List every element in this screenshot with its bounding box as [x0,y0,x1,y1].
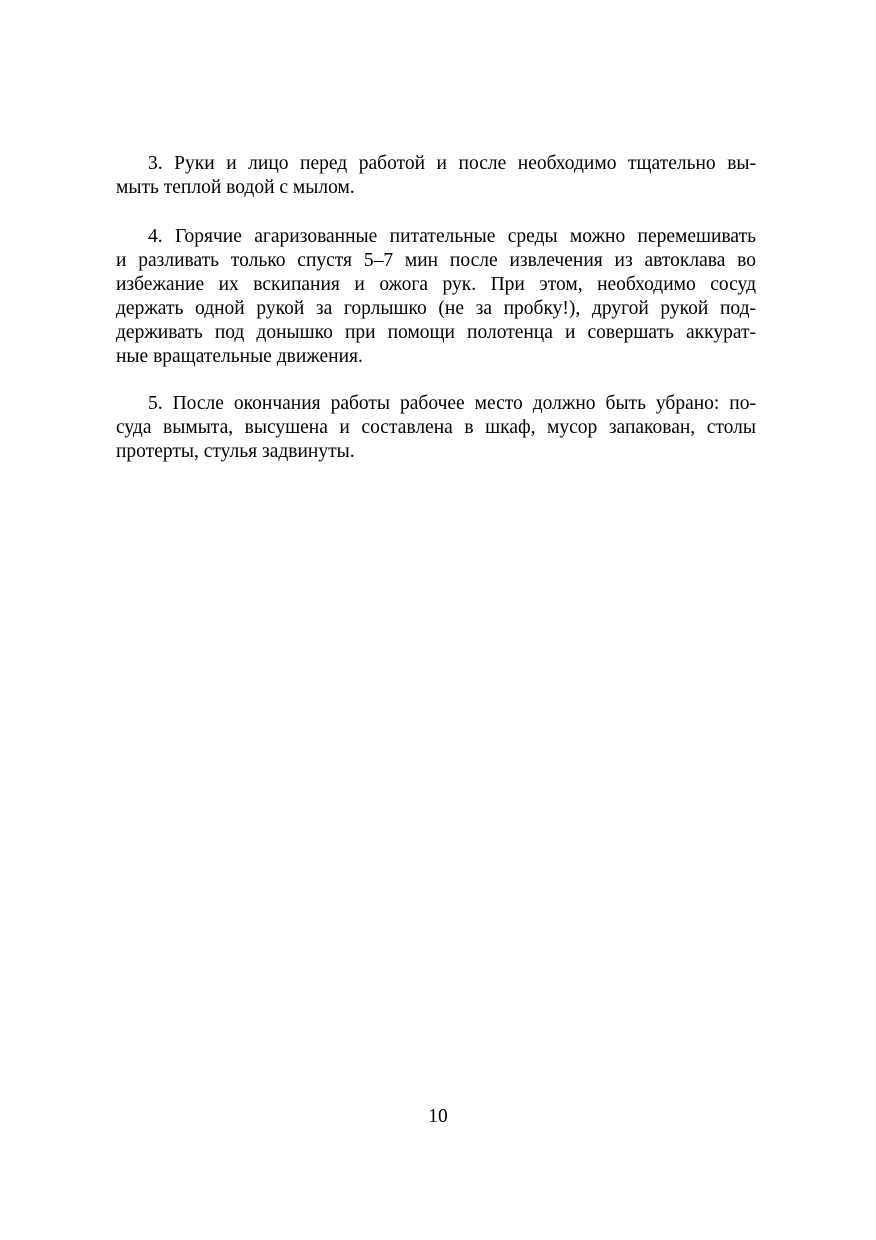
paragraph-item-4 [116,225,756,369]
text-line: 4. Горячие агаризованные питательные среды можно перемешивать [148,226,756,247]
text-line: держивать под донышко при помощи полотенца и совершать аккурат- [116,322,756,343]
page-number: 10 [428,1106,448,1127]
text-line: суда вымыта, высушена и составлена в шкаф, мусор запакован, столы [116,417,756,438]
text-line: избежание их вскипания и ожога рук. При этом, необходимо сосуд [116,274,756,295]
text-line: ные вращательные движения. [116,346,363,367]
paragraph-item-5 [116,392,756,464]
text-line: 3. Руки и лицо перед работой и после необходимо тщательно вы- [148,153,756,174]
text-line: мыть теплой водой с мылом. [116,177,355,198]
text-line: протерты, стулья задвинуты. [116,441,355,462]
paragraph-item-3 [116,152,756,200]
text-line: держать одной рукой за горлышко (не за пробку!), другой рукой под- [116,298,756,319]
text-line: и разливать только спустя 5–7 мин после извлечения из автоклава во [116,250,756,271]
text-line: 5. После окончания работы рабочее место должно быть убрано: по- [148,393,756,414]
